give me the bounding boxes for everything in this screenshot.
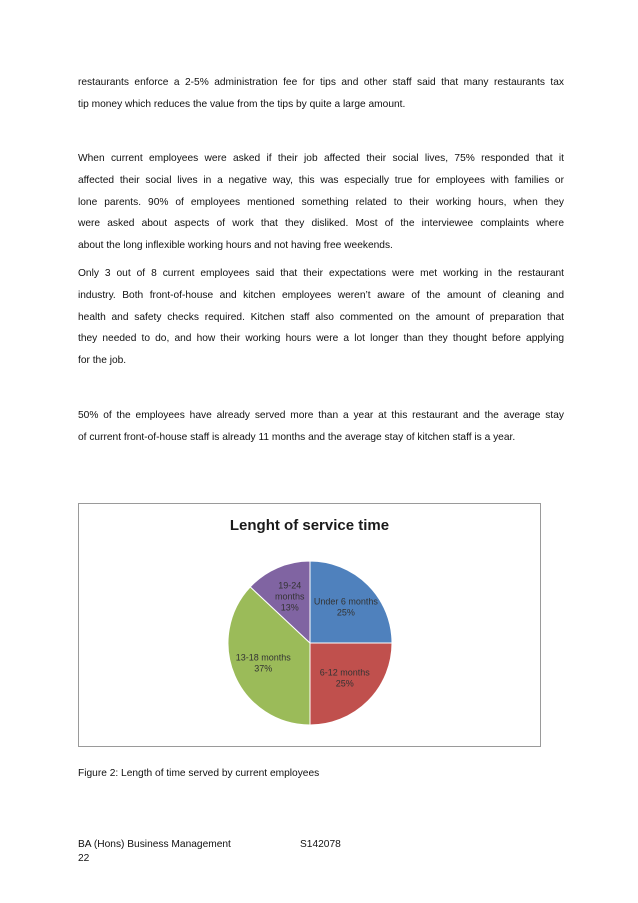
text-line: affected their social lives in a negative way, this was especially true for employees with families or	[78, 174, 564, 186]
text-line: about the long inflexible working hours and not having free weekends.	[78, 240, 393, 252]
slice-label: Under 6 months 25%	[313, 596, 378, 618]
text-line: of current front-of-house staff is already 11 months and the average stay of kitchen staff is a year.	[78, 431, 516, 443]
paragraph-social-lives	[78, 148, 564, 257]
text-line: lone parents. 90% of employees mentioned something related to their working hours, when they	[78, 196, 564, 208]
figure-caption: Figure 2: Length of time served by current employees	[78, 768, 320, 779]
footer	[78, 838, 231, 866]
chart-title: Lenght of service time	[229, 517, 390, 534]
text-line: were asked about aspects of work that they disliked. Most of the interviewee complaints where	[78, 218, 564, 230]
text-line: Only 3 out of 8 current employees said that their expectations were met working in the restaurant	[78, 268, 564, 279]
footer-student-id: S142078	[300, 839, 341, 850]
text-line: industry. Both front-of-house and kitchen employees weren’t aware of the amount of cleaning and	[78, 289, 564, 301]
slice-label: 13-18 months 37%	[235, 652, 291, 674]
paragraph-length-of-stay	[78, 405, 564, 449]
text-line: When current employees were asked if their job affected their social lives, 75% responded that it	[78, 153, 564, 164]
pie-svg	[79, 504, 540, 746]
pie-chart	[78, 503, 541, 747]
text-line: restaurants enforce a 2-5% administration fee for tips and other staff said that many restaurants tax	[78, 77, 564, 88]
slice-label: 19-24 months 13%	[275, 580, 305, 613]
footer-course: BA (Hons) Business Management	[78, 839, 231, 850]
text-line: for the job.	[78, 355, 127, 367]
paragraph-expectations	[78, 263, 564, 372]
text-line: they needed to do, and how their working hours were a lot longer than they thought before applying	[78, 333, 564, 345]
page-number: 22	[78, 853, 90, 864]
text-line: 50% of the employees have already served more than a year at this restaurant and the average stay	[78, 410, 564, 421]
slice-label: 6-12 months 25%	[319, 667, 370, 689]
text-line: health and safety checks required. Kitchen staff also commented on the amount of preparation that	[78, 311, 564, 323]
paragraph-tips	[78, 72, 564, 116]
text-line: tip money which reduces the value from the tips by quite a large amount.	[78, 98, 406, 110]
